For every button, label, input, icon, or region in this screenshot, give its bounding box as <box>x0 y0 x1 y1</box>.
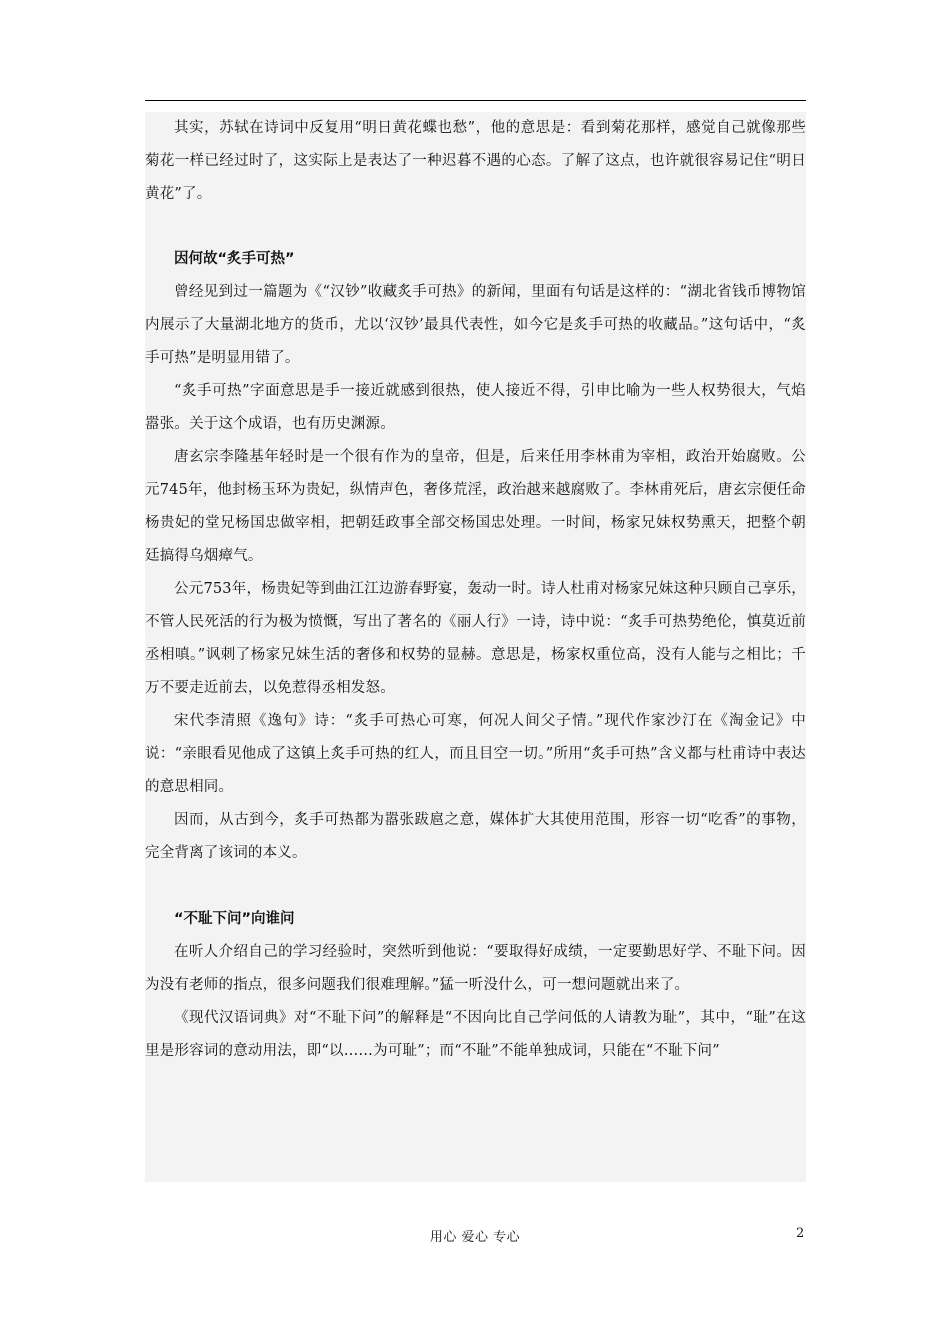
paragraph-6: 宋代李清照《逸句》诗：“炙手可热心可寒，何况人间父子情。”现代作家沙汀在《淘金记》中说：“亲眼看见他成了这镇上炙手可热的红人，而且目空一切。”所用“炙手可热”含义都与杜甫诗中表达的意思相同。 <box>145 713 806 795</box>
page-number: 2 <box>796 1226 805 1241</box>
section-gap <box>145 870 806 903</box>
paragraph-5: 公元753年，杨贵妃等到曲江江边游春野宴，轰动一时。诗人杜甫对杨家兄妹这种只顾自己享乐，不管人民死活的行为极为愤慨，写出了著名的《丽人行》一诗，诗中说：“炙手可热势绝伦，慎莫近前丞相嗔。”讽刺了杨家兄妹生活的奢侈和权势的显赫。意思是，杨家权重位高，没有人能与之相比；千万不要走近前去，以免惹得丞相发怒。 <box>145 581 806 696</box>
paragraph-7: 因而，从古到今，炙手可热都为嚣张跋扈之意，媒体扩大其使用范围，形容一切“吃香”的事物，完全背离了该词的本义。 <box>145 812 806 861</box>
header-rule <box>145 100 806 101</box>
heading-zhishoukere: 因何故“炙手可热” <box>174 251 295 267</box>
page-content <box>145 112 806 1182</box>
paragraph-3: “炙手可热”字面意思是手一接近就感到很热，使人接近不得，引申比喻为一些人权势很大，气焰嚣张。关于这个成语，也有历史渊源。 <box>145 383 806 432</box>
paragraph-1: 其实，苏轼在诗词中反复用“明日黄花蝶也愁”，他的意思是：看到菊花那样，感觉自己就像那些菊花一样已经过时了，这实际上是表达了一种迟暮不遇的心态。了解了这点，也许就很容易记住“明日黄花”了。 <box>145 120 806 202</box>
paragraph-9: 《现代汉语词典》对“不耻下问”的解释是“不因向比自己学问低的人请教为耻”，其中，“耻”在这里是形容词的意动用法，即“以……为可耻”；而“不耻”不能单独成词，只能在“不耻下问” <box>145 1010 806 1059</box>
paragraph-4: 唐玄宗李隆基年轻时是一个很有作为的皇帝，但是，后来任用李林甫为宰相，政治开始腐败。公元745年，他封杨玉环为贵妃，纵情声色，奢侈荒淫，政治越来越腐败了。李林甫死后，唐玄宗便任命杨贵妃的堂兄杨国忠做宰相，把朝廷政事全部交杨国忠处理。一时间，杨家兄妹权势熏天，把整个朝廷搞得乌烟瘴气。 <box>145 449 806 564</box>
paragraph-8: 在听人介绍自己的学习经验时，突然听到他说：“要取得好成绩，一定要勤思好学、不耻下问。因为没有老师的指点，很多问题我们很难理解。”猛一听没什么，可一想问题就出来了。 <box>145 944 806 993</box>
heading-buchixiawen: “不耻下问”向谁问 <box>174 911 295 927</box>
paragraph-2: 曾经见到过一篇题为《“汉钞”收藏炙手可热》的新闻，里面有句话是这样的：“湖北省钱币博物馆内展示了大量湖北地方的货币，尤以‘汉钞’最具代表性，如今它是炙手可热的收藏品。”这句话中，“炙手可热”是明显用错了。 <box>145 284 806 366</box>
section-gap <box>145 211 806 243</box>
footer-motto: 用心 爱心 专心 <box>429 1230 521 1245</box>
